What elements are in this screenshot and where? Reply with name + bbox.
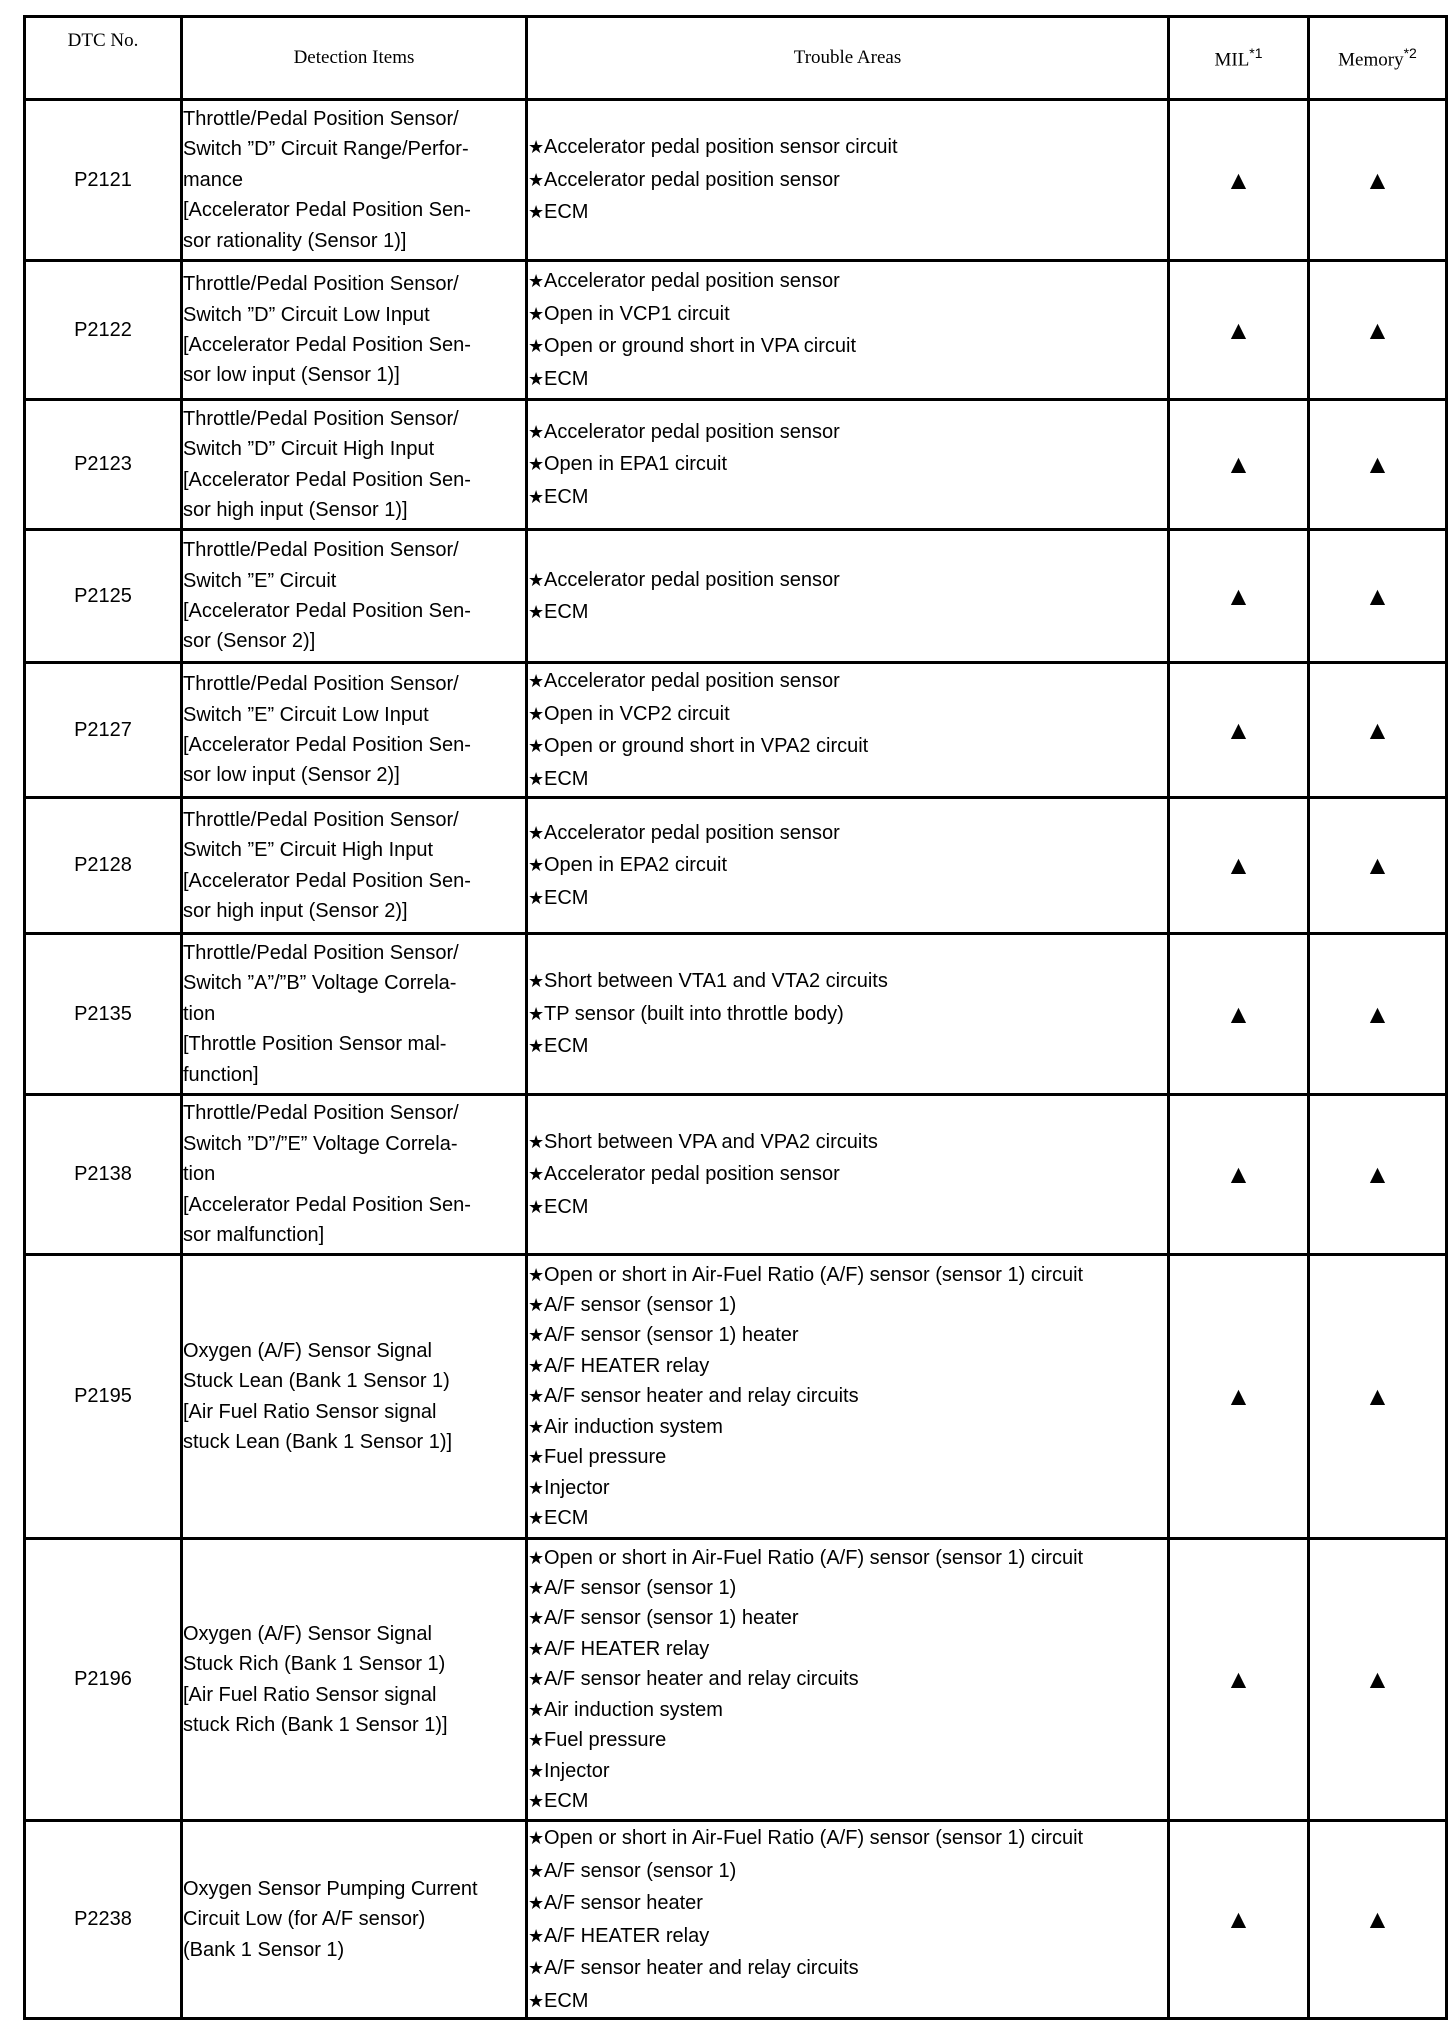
- dtc-code: P2196: [25, 1539, 182, 1821]
- trouble-area-text: A/F sensor heater and relay circuits: [544, 1957, 859, 1979]
- trouble-area-text: Accelerator pedal position sensor: [544, 568, 840, 591]
- trouble-area-text: Injector: [544, 1759, 610, 1782]
- detection-line: Switch ”E” Circuit Low Input: [183, 703, 429, 726]
- memory-indicator: ▲: [1309, 798, 1447, 934]
- table-row: [25, 663, 1447, 798]
- trouble-area-item: [528, 817, 1167, 850]
- trouble-area-item: [528, 1473, 1167, 1503]
- detection-line: sor low input (Sensor 1)]: [183, 364, 400, 387]
- memory-indicator: ▲: [1309, 530, 1447, 663]
- trouble-area-item: [528, 1412, 1167, 1442]
- trouble-area-item: [528, 965, 1167, 998]
- trouble-area-item: [528, 1887, 1167, 1920]
- star-bullet-icon: ★: [528, 1958, 541, 1978]
- star-bullet-icon: ★: [528, 421, 541, 442]
- star-bullet-icon: ★: [528, 1730, 541, 1751]
- trouble-area-item: [528, 448, 1167, 481]
- trouble-area-text: ECM: [544, 1195, 589, 1218]
- star-bullet-icon: ★: [528, 368, 541, 389]
- star-bullet-icon: ★: [528, 336, 541, 356]
- trouble-area-item: [528, 882, 1167, 915]
- detection-item: [182, 530, 527, 663]
- star-bullet-icon: ★: [528, 1355, 541, 1376]
- dtc-code: P2135: [25, 934, 182, 1095]
- header-mil-note: *1: [1249, 44, 1263, 61]
- trouble-area-item: [528, 564, 1167, 597]
- trouble-area-text: Air induction system: [544, 1698, 723, 1721]
- star-bullet-icon: ★: [528, 1264, 541, 1285]
- trouble-areas: [527, 1255, 1169, 1539]
- trouble-area-item: [528, 1985, 1167, 2018]
- trouble-area-text: Open in EPA2 circuit: [544, 854, 728, 877]
- star-bullet-icon: ★: [528, 1447, 541, 1468]
- detection-item: [182, 663, 527, 798]
- trouble-area-text: A/F sensor (sensor 1): [544, 1294, 737, 1317]
- trouble-area-text: A/F HEATER relay: [544, 1637, 710, 1660]
- trouble-area-text: Open or ground short in VPA circuit: [544, 335, 857, 357]
- star-bullet-icon: ★: [528, 602, 541, 622]
- star-bullet-icon: ★: [528, 1196, 541, 1217]
- detection-item: [182, 934, 527, 1095]
- memory-indicator: ▲: [1309, 261, 1447, 400]
- table-row: [25, 798, 1447, 934]
- trouble-area-item: [528, 698, 1167, 731]
- trouble-area-item: [528, 1756, 1167, 1786]
- star-bullet-icon: ★: [528, 1860, 541, 1881]
- detection-line: sor (Sensor 2)]: [183, 630, 316, 653]
- memory-indicator: ▲: [1309, 1095, 1447, 1255]
- trouble-area-text: Accelerator pedal position sensor: [544, 670, 840, 692]
- star-bullet-icon: ★: [528, 822, 541, 843]
- trouble-area-item: [528, 1695, 1167, 1725]
- star-bullet-icon: ★: [528, 1578, 541, 1599]
- mil-indicator: ▲: [1169, 1095, 1309, 1255]
- dtc-code: P2238: [25, 1821, 182, 2019]
- trouble-area-text: A/F sensor (sensor 1) heater: [544, 1324, 799, 1347]
- trouble-area-item: [528, 763, 1167, 796]
- detection-line: stuck Rich (Bank 1 Sensor 1)]: [183, 1713, 448, 1736]
- trouble-area-text: ECM: [544, 1506, 589, 1529]
- dtc-code: P2122: [25, 261, 182, 400]
- trouble-area-item: [528, 363, 1167, 396]
- trouble-area-text: ECM: [544, 1989, 589, 2012]
- detection-line: Throttle/Pedal Position Sensor/: [183, 941, 459, 964]
- star-bullet-icon: ★: [528, 1669, 541, 1690]
- detection-line: Switch ”D”/”E” Voltage Correla-: [183, 1132, 458, 1155]
- star-bullet-icon: ★: [528, 1893, 541, 1913]
- detection-line: Switch ”D” Circuit Low Input: [183, 303, 430, 326]
- trouble-area-text: Fuel pressure: [544, 1446, 667, 1469]
- dtc-code: P2125: [25, 530, 182, 663]
- star-bullet-icon: ★: [528, 137, 541, 158]
- trouble-area-text: Accelerator pedal position sensor: [544, 270, 840, 292]
- mil-indicator: ▲: [1169, 530, 1309, 663]
- trouble-area-text: ECM: [544, 1789, 589, 1812]
- detection-item: [182, 1539, 527, 1821]
- table-row: [25, 100, 1447, 261]
- star-bullet-icon: ★: [528, 1925, 541, 1946]
- detection-item: [182, 1821, 527, 2019]
- star-bullet-icon: ★: [528, 1638, 541, 1659]
- detection-line: Oxygen Sensor Pumping Current: [183, 1877, 478, 1900]
- detection-line: sor low input (Sensor 2)]: [183, 764, 400, 787]
- detection-line: sor malfunction]: [183, 1224, 325, 1247]
- trouble-area-item: [528, 1503, 1167, 1533]
- detection-line: mance: [183, 168, 244, 191]
- table-row: [25, 261, 1447, 400]
- detection-item: [182, 400, 527, 530]
- trouble-area-text: Short between VTA1 and VTA2 circuits: [544, 970, 888, 993]
- trouble-areas: [527, 798, 1169, 934]
- detection-line: Oxygen (A/F) Sensor Signal: [183, 1339, 432, 1362]
- trouble-area-text: Open or short in Air-Fuel Ratio (A/F) sensor (sensor 1) circuit: [544, 1827, 1084, 1849]
- trouble-area-text: A/F sensor heater: [544, 1892, 703, 1914]
- detection-line: [Accelerator Pedal Position Sen-: [183, 869, 471, 892]
- trouble-area-text: Accelerator pedal position sensor: [544, 1163, 840, 1186]
- mil-indicator: ▲: [1169, 663, 1309, 798]
- trouble-area-item: [528, 1543, 1167, 1573]
- star-bullet-icon: ★: [528, 1547, 541, 1568]
- star-bullet-icon: ★: [528, 169, 541, 190]
- dtc-code: P2123: [25, 400, 182, 530]
- star-bullet-icon: ★: [528, 1760, 541, 1781]
- trouble-area-item: [528, 1158, 1167, 1191]
- trouble-area-text: ECM: [544, 367, 589, 390]
- trouble-area-item: [528, 416, 1167, 449]
- trouble-areas: [527, 400, 1169, 530]
- detection-line: [Air Fuel Ratio Sensor signal: [183, 1400, 437, 1423]
- detection-line: function]: [183, 1063, 259, 1086]
- dtc-code: P2195: [25, 1255, 182, 1539]
- star-bullet-icon: ★: [528, 1003, 541, 1024]
- trouble-area-text: Accelerator pedal position sensor: [544, 168, 840, 191]
- mil-indicator: ▲: [1169, 1821, 1309, 2019]
- trouble-area-item: [528, 849, 1167, 882]
- trouble-area-text: Fuel pressure: [544, 1729, 667, 1752]
- header-mil-label: MIL: [1214, 49, 1250, 71]
- trouble-area-item: [528, 298, 1167, 331]
- detection-line: Throttle/Pedal Position Sensor/: [183, 1102, 459, 1125]
- trouble-areas: [527, 261, 1169, 400]
- trouble-area-item: [528, 1126, 1167, 1159]
- memory-indicator: ▲: [1309, 100, 1447, 261]
- star-bullet-icon: ★: [528, 1507, 541, 1528]
- detection-line: Stuck Lean (Bank 1 Sensor 1): [183, 1370, 450, 1393]
- detection-line: Switch ”D” Circuit High Input: [183, 438, 435, 461]
- trouble-area-item: [528, 330, 1167, 363]
- detection-line: Switch ”A”/”B” Voltage Correla-: [183, 972, 457, 995]
- trouble-area-item: [528, 1634, 1167, 1664]
- trouble-area-item: [528, 1822, 1167, 1855]
- table-row: [25, 530, 1447, 663]
- star-bullet-icon: ★: [528, 271, 541, 291]
- trouble-areas: [527, 100, 1169, 261]
- trouble-area-text: Open in VCP2 circuit: [544, 702, 730, 725]
- trouble-area-item: [528, 1260, 1167, 1290]
- trouble-area-item: [528, 1603, 1167, 1633]
- header-memory: [1309, 17, 1447, 100]
- trouble-area-item: [528, 998, 1167, 1031]
- detection-item: [182, 798, 527, 934]
- star-bullet-icon: ★: [528, 454, 541, 475]
- memory-indicator: ▲: [1309, 934, 1447, 1095]
- trouble-area-item: [528, 131, 1167, 164]
- detection-line: [Accelerator Pedal Position Sen-: [183, 1193, 471, 1216]
- trouble-area-text: Injector: [544, 1476, 610, 1499]
- detection-line: Throttle/Pedal Position Sensor/: [183, 539, 459, 562]
- trouble-area-item: [528, 1573, 1167, 1603]
- detection-line: Throttle/Pedal Position Sensor/: [183, 673, 459, 696]
- trouble-area-item: [528, 1786, 1167, 1816]
- trouble-area-item: [528, 1664, 1167, 1694]
- detection-line: tion: [183, 1002, 216, 1025]
- star-bullet-icon: ★: [528, 569, 541, 590]
- star-bullet-icon: ★: [528, 768, 541, 789]
- star-bullet-icon: ★: [528, 1164, 541, 1185]
- trouble-area-text: Open or short in Air-Fuel Ratio (A/F) sensor (sensor 1) circuit: [544, 1546, 1084, 1569]
- detection-line: Stuck Rich (Bank 1 Sensor 1): [183, 1653, 446, 1676]
- trouble-area-item: [528, 164, 1167, 197]
- trouble-area-text: ECM: [544, 601, 589, 623]
- header-row: [25, 17, 1447, 100]
- trouble-area-text: A/F sensor heater and relay circuits: [544, 1385, 859, 1408]
- trouble-areas: [527, 1821, 1169, 2019]
- trouble-area-text: ECM: [544, 767, 589, 790]
- trouble-area-text: Air induction system: [544, 1415, 723, 1438]
- trouble-area-text: A/F sensor (sensor 1): [544, 1577, 737, 1600]
- mil-indicator: ▲: [1169, 100, 1309, 261]
- star-bullet-icon: ★: [528, 202, 541, 223]
- detection-line: Oxygen (A/F) Sensor Signal: [183, 1622, 432, 1645]
- detection-line: [Air Fuel Ratio Sensor signal: [183, 1683, 437, 1706]
- detection-line: sor high input (Sensor 1)]: [183, 498, 408, 521]
- detection-line: Throttle/Pedal Position Sensor/: [183, 407, 459, 430]
- star-bullet-icon: ★: [528, 1036, 541, 1057]
- star-bullet-icon: ★: [528, 303, 541, 324]
- header-mil: [1169, 17, 1309, 100]
- table-row: [25, 1539, 1447, 1821]
- star-bullet-icon: ★: [528, 1325, 541, 1346]
- detection-line: Switch ”E” Circuit High Input: [183, 839, 434, 862]
- table-row: [25, 1255, 1447, 1539]
- trouble-area-item: [528, 1725, 1167, 1755]
- trouble-areas: [527, 530, 1169, 663]
- star-bullet-icon: ★: [528, 855, 541, 876]
- trouble-area-item: [528, 1320, 1167, 1350]
- trouble-area-item: [528, 1855, 1167, 1888]
- detection-line: stuck Lean (Bank 1 Sensor 1)]: [183, 1430, 453, 1453]
- star-bullet-icon: ★: [528, 703, 541, 724]
- detection-line: Throttle/Pedal Position Sensor/: [183, 273, 459, 296]
- detection-line: (Bank 1 Sensor 1): [183, 1938, 345, 1961]
- trouble-area-text: A/F sensor (sensor 1): [544, 1859, 737, 1882]
- dtc-table: [23, 15, 1448, 2020]
- detection-line: [Accelerator Pedal Position Sen-: [183, 334, 471, 356]
- star-bullet-icon: ★: [528, 1990, 541, 2011]
- table-row: [25, 1821, 1447, 2019]
- detection-item: [182, 1255, 527, 1539]
- trouble-area-item: [528, 665, 1167, 698]
- trouble-area-text: A/F HEATER relay: [544, 1354, 710, 1377]
- detection-line: tion: [183, 1163, 216, 1186]
- star-bullet-icon: ★: [528, 1699, 541, 1720]
- detection-line: Throttle/Pedal Position Sensor/: [183, 107, 459, 130]
- dtc-code: P2128: [25, 798, 182, 934]
- memory-indicator: ▲: [1309, 400, 1447, 530]
- trouble-areas: [527, 934, 1169, 1095]
- trouble-area-item: [528, 1290, 1167, 1320]
- header-memory-label: Memory: [1338, 49, 1404, 71]
- star-bullet-icon: ★: [528, 1477, 541, 1498]
- trouble-area-item: [528, 730, 1167, 763]
- header-memory-note: *2: [1403, 44, 1417, 61]
- star-bullet-icon: ★: [528, 486, 541, 507]
- trouble-area-item: [528, 1351, 1167, 1381]
- mil-indicator: ▲: [1169, 934, 1309, 1095]
- detection-line: [Throttle Position Sensor mal-: [183, 1033, 447, 1056]
- dtc-code: P2138: [25, 1095, 182, 1255]
- table-row: [25, 934, 1447, 1095]
- trouble-area-text: A/F sensor heater and relay circuits: [544, 1668, 859, 1691]
- detection-line: [Accelerator Pedal Position Sen-: [183, 734, 471, 756]
- trouble-area-text: Short between VPA and VPA2 circuits: [544, 1130, 878, 1153]
- trouble-area-text: Accelerator pedal position sensor: [544, 821, 840, 844]
- detection-line: Switch ”D” Circuit Range/Perfor-: [183, 138, 469, 161]
- trouble-area-item: [528, 1191, 1167, 1224]
- dtc-code: P2127: [25, 663, 182, 798]
- trouble-area-text: Open in VCP1 circuit: [544, 302, 730, 325]
- trouble-area-text: ECM: [544, 485, 589, 508]
- star-bullet-icon: ★: [528, 671, 541, 691]
- trouble-area-text: ECM: [544, 886, 589, 909]
- star-bullet-icon: ★: [528, 1416, 541, 1437]
- mil-indicator: ▲: [1169, 1255, 1309, 1539]
- trouble-area-text: Open or ground short in VPA2 circuit: [544, 735, 869, 757]
- trouble-areas: [527, 663, 1169, 798]
- memory-indicator: ▲: [1309, 1821, 1447, 2019]
- trouble-area-item: [528, 481, 1167, 514]
- star-bullet-icon: ★: [528, 1790, 541, 1811]
- trouble-area-text: A/F HEATER relay: [544, 1924, 710, 1947]
- dtc-body: [25, 100, 1447, 2019]
- trouble-area-item: [528, 265, 1167, 298]
- detection-item: [182, 1095, 527, 1255]
- trouble-area-item: [528, 1030, 1167, 1063]
- detection-line: [Accelerator Pedal Position Sen-: [183, 468, 471, 491]
- star-bullet-icon: ★: [528, 736, 541, 756]
- detection-line: sor high input (Sensor 2)]: [183, 899, 408, 922]
- trouble-area-item: [528, 1952, 1167, 1985]
- star-bullet-icon: ★: [528, 1828, 541, 1848]
- trouble-area-text: ECM: [544, 201, 589, 224]
- mil-indicator: ▲: [1169, 261, 1309, 400]
- table-row: [25, 400, 1447, 530]
- detection-line: [Accelerator Pedal Position Sen-: [183, 600, 471, 622]
- detection-line: Throttle/Pedal Position Sensor/: [183, 808, 459, 831]
- mil-indicator: ▲: [1169, 1539, 1309, 1821]
- star-bullet-icon: ★: [528, 887, 541, 908]
- trouble-area-item: [528, 1442, 1167, 1472]
- header-detection-items: Detection Items: [182, 17, 527, 100]
- detection-line: sor rationality (Sensor 1)]: [183, 229, 407, 252]
- trouble-area-item: [528, 1920, 1167, 1953]
- detection-line: Switch ”E” Circuit: [183, 569, 337, 592]
- trouble-area-item: [528, 1381, 1167, 1411]
- detection-line: Circuit Low (for A/F sensor): [183, 1908, 426, 1931]
- table-row: [25, 1095, 1447, 1255]
- memory-indicator: ▲: [1309, 1539, 1447, 1821]
- trouble-area-text: TP sensor (built into throttle body): [544, 1002, 844, 1025]
- star-bullet-icon: ★: [528, 1386, 541, 1407]
- trouble-area-text: Accelerator pedal position sensor: [544, 420, 840, 443]
- header-dtc-no: DTC No.: [25, 17, 182, 100]
- star-bullet-icon: ★: [528, 1608, 541, 1629]
- detection-item: [182, 100, 527, 261]
- star-bullet-icon: ★: [528, 971, 541, 992]
- dtc-code: P2121: [25, 100, 182, 261]
- star-bullet-icon: ★: [528, 1295, 541, 1316]
- trouble-area-item: [528, 596, 1167, 629]
- trouble-area-text: ECM: [544, 1035, 589, 1058]
- memory-indicator: ▲: [1309, 1255, 1447, 1539]
- detection-item: [182, 261, 527, 400]
- header-trouble-areas: Trouble Areas: [527, 17, 1169, 100]
- trouble-areas: [527, 1095, 1169, 1255]
- mil-indicator: ▲: [1169, 400, 1309, 530]
- trouble-area-text: A/F sensor (sensor 1) heater: [544, 1607, 799, 1630]
- memory-indicator: ▲: [1309, 663, 1447, 798]
- trouble-areas: [527, 1539, 1169, 1821]
- trouble-area-text: Open or short in Air-Fuel Ratio (A/F) sensor (sensor 1) circuit: [544, 1263, 1084, 1286]
- star-bullet-icon: ★: [528, 1131, 541, 1152]
- mil-indicator: ▲: [1169, 798, 1309, 934]
- trouble-area-item: [528, 196, 1167, 229]
- trouble-area-text: Open in EPA1 circuit: [544, 453, 728, 476]
- trouble-area-text: Accelerator pedal position sensor circuit: [544, 136, 898, 159]
- detection-line: [Accelerator Pedal Position Sen-: [183, 199, 471, 222]
